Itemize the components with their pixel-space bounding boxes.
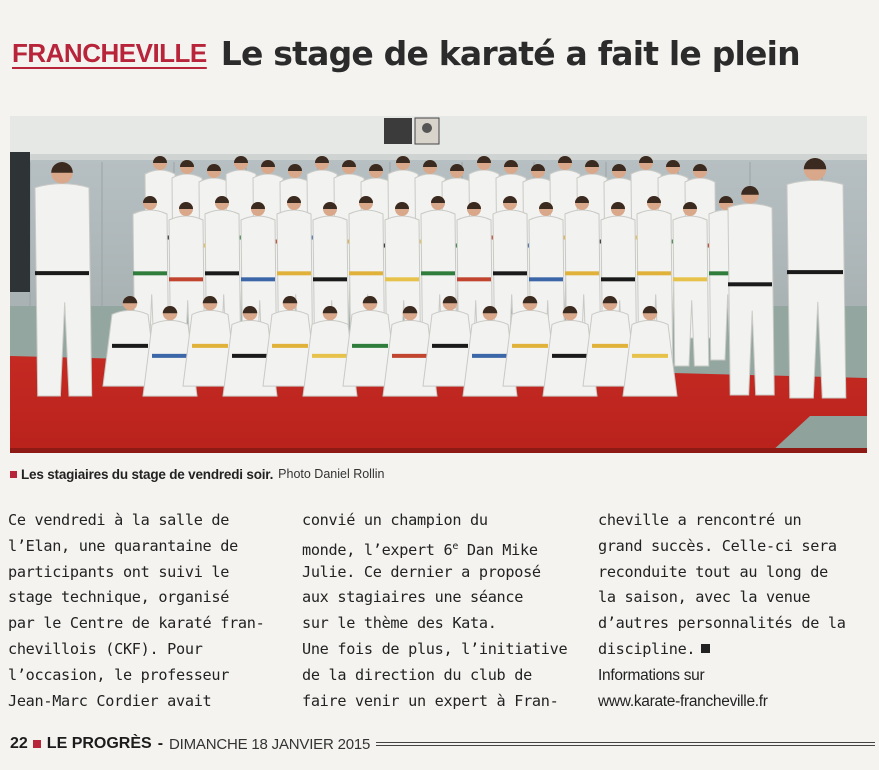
text-line: la saison, avec la venue	[598, 588, 811, 607]
text-line: aux stagiaires une séance	[302, 588, 524, 607]
text-line: monde, l’expert 6e Dan Mike	[302, 540, 538, 559]
text-line-last	[598, 637, 874, 663]
group-photo-illustration	[10, 116, 867, 453]
text-line: Julie. Ce dernier a proposé	[302, 562, 541, 581]
text-line: chevillois (CKF). Pour	[8, 639, 203, 658]
photo-credit: Photo Daniel Rollin	[278, 467, 385, 481]
footer-rule	[376, 742, 875, 746]
headline	[12, 30, 872, 76]
article-column-2	[302, 508, 578, 714]
photo-caption	[10, 464, 870, 484]
info-url[interactable]: www.karate-francheville.fr	[598, 692, 768, 710]
section-kicker: FRANCHEVILLE	[12, 37, 207, 68]
footer-separator: -	[157, 735, 164, 752]
text-line: Une fois de plus, l’initiative	[302, 639, 568, 658]
ordinal-suffix: e	[452, 540, 459, 552]
issue-date: DIMANCHE 18 JANVIER 2015	[169, 735, 371, 753]
info-label: Informations sur	[598, 666, 705, 684]
text-line: participants ont suivi le	[8, 562, 230, 581]
text-line: d’autres personnalités de la	[598, 614, 846, 633]
text-line: par le Centre de karaté fran-	[8, 614, 265, 633]
article-column-1	[8, 508, 284, 714]
newspaper-name: LE PROGRÈS	[46, 735, 152, 752]
text-line: Ce vendredi à la salle de	[8, 511, 230, 529]
text-line: stage technique, organisé	[8, 588, 230, 607]
text-line: convié un champion du	[302, 511, 488, 529]
text-line: Jean-Marc Cordier avait	[8, 691, 212, 710]
page-number: 22	[10, 735, 28, 752]
text-line: grand succès. Celle-ci sera	[598, 536, 837, 555]
group-photo	[10, 116, 867, 453]
article-title: Le stage de karaté a fait le plein	[220, 33, 800, 73]
caption-text: Les stagiaires du stage de vendredi soir.	[21, 466, 274, 482]
text-line: cheville a rencontré un	[598, 511, 802, 529]
footer-marker-icon	[33, 740, 41, 748]
text-line: reconduite tout au long de	[598, 562, 828, 581]
text-line: l’occasion, le professeur	[8, 665, 230, 684]
text-line-content: discipline.	[598, 639, 696, 658]
caption-marker-icon	[10, 471, 17, 478]
page-footer	[10, 732, 875, 756]
text-line: de la direction du club de	[302, 665, 532, 684]
text-line: faire venir un expert à Fran-	[302, 691, 559, 710]
article-column-3	[598, 508, 874, 714]
text-line: sur le thème des Kata.	[302, 614, 497, 633]
end-of-article-icon	[701, 644, 710, 653]
text-line: l’Elan, une quarantaine de	[8, 536, 238, 555]
